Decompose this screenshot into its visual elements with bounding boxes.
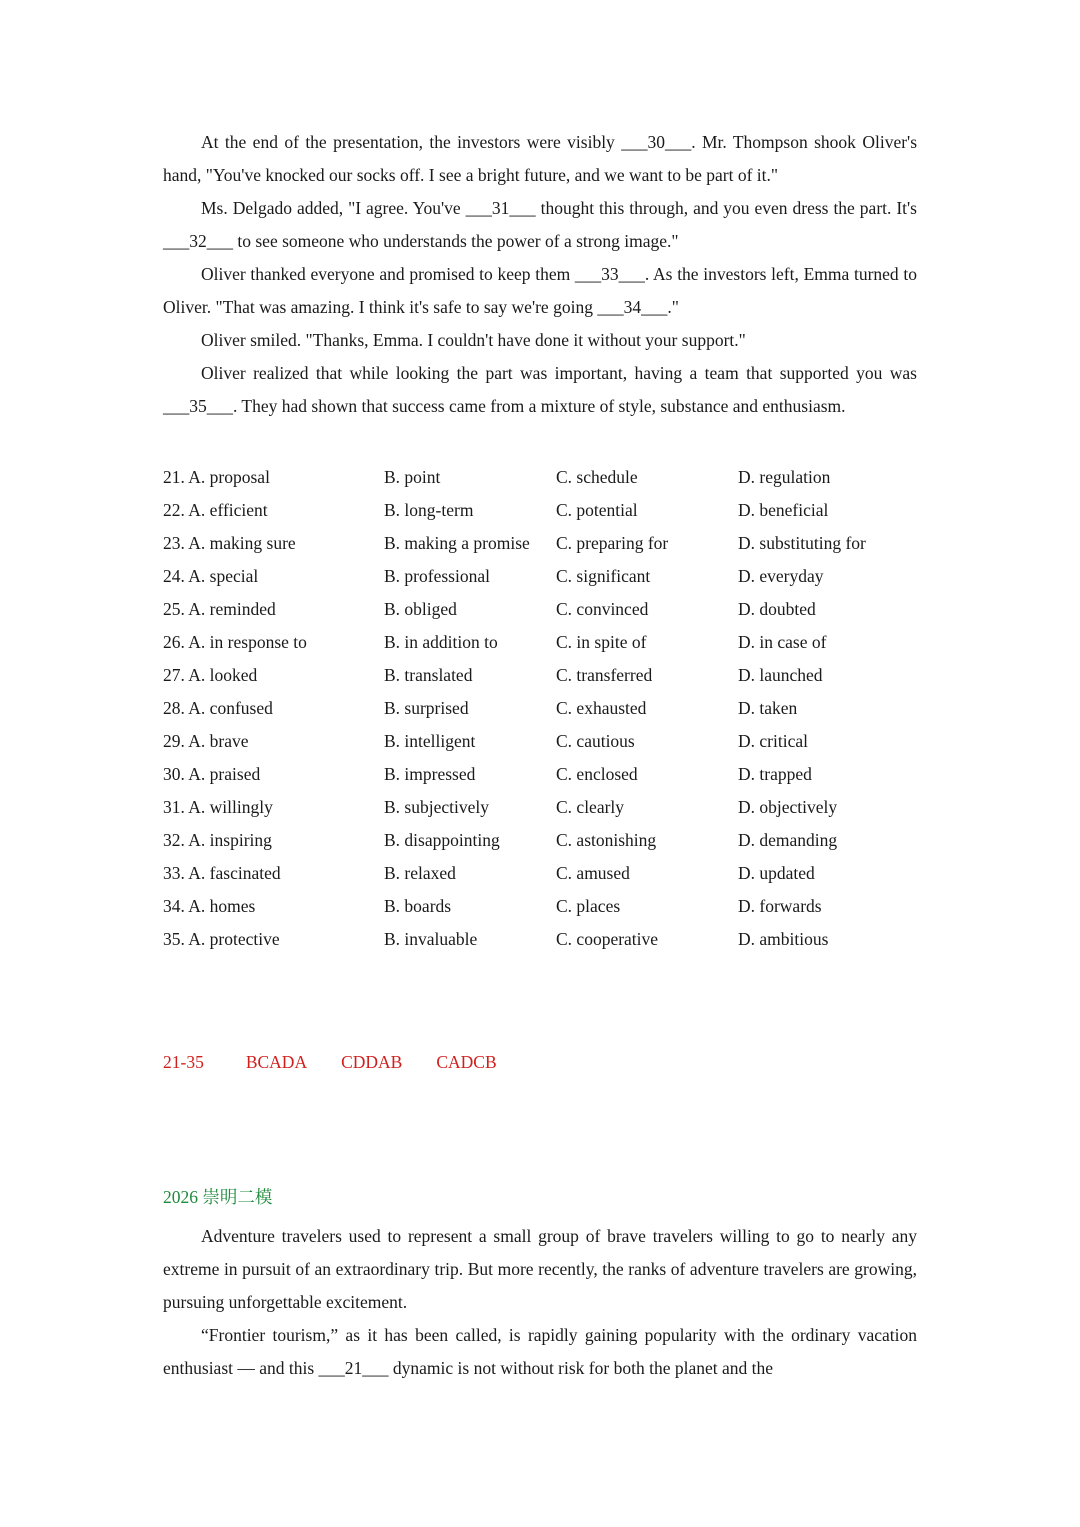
option-c: C. potential: [556, 500, 638, 520]
option-row: [163, 824, 917, 857]
option-b: B. point: [384, 467, 441, 487]
option-row: [163, 791, 917, 824]
option-c: C. convinced: [556, 599, 649, 619]
option-b: B. obliged: [384, 599, 457, 619]
option-b: B. professional: [384, 566, 490, 586]
option-c: C. places: [556, 896, 621, 916]
option-c: C. significant: [556, 566, 651, 586]
option-d: D. forwards: [738, 896, 822, 916]
option-row: [163, 527, 917, 560]
option-c: C. amused: [556, 863, 630, 883]
option-d: D. beneficial: [738, 500, 829, 520]
option-d: D. critical: [738, 731, 808, 751]
source-title: 2026 崇明二模: [163, 1187, 273, 1207]
passage-1: [163, 126, 917, 956]
option-c: C. transferred: [556, 665, 653, 685]
option-row: [163, 659, 917, 692]
option-d: D. objectively: [738, 797, 838, 817]
option-row: [163, 692, 917, 725]
option-c: C. in spite of: [556, 632, 647, 652]
option-d: D. ambitious: [738, 929, 829, 949]
option-a: 25. A. reminded: [163, 599, 276, 619]
option-a: 30. A. praised: [163, 764, 261, 784]
option-c: C. exhausted: [556, 698, 647, 718]
option-a: 26. A. in response to: [163, 632, 307, 652]
option-c: C. astonishing: [556, 830, 657, 850]
option-b: B. impressed: [384, 764, 476, 784]
option-c: C. cooperative: [556, 929, 659, 949]
option-a: 29. A. brave: [163, 731, 249, 751]
option-a: 33. A. fascinated: [163, 863, 281, 883]
option-a: 27. A. looked: [163, 665, 258, 685]
option-c: C. schedule: [556, 467, 638, 487]
paragraph: “Frontier tourism,” as it has been called, is rapidly gaining popularity with the ordinary vacation enthusiast — and this ___21___ dynamic is not without risk for both the planet and the: [163, 1325, 917, 1378]
options-list: [163, 461, 917, 956]
answer-key: [163, 1046, 531, 1079]
answer-group: CDDAB: [341, 1052, 403, 1072]
paragraph: Oliver smiled. "Thanks, Emma. I couldn't have done it without your support.": [201, 330, 746, 350]
passage-2: [163, 1181, 917, 1385]
option-d: D. taken: [738, 698, 798, 718]
option-a: 22. A. efficient: [163, 500, 268, 520]
option-a: 24. A. special: [163, 566, 259, 586]
option-row: [163, 857, 917, 890]
option-row: [163, 593, 917, 626]
option-a: 35. A. protective: [163, 929, 280, 949]
option-c: C. cautious: [556, 731, 635, 751]
option-row: [163, 494, 917, 527]
option-d: D. substituting for: [738, 533, 866, 553]
option-a: 34. A. homes: [163, 896, 256, 916]
option-d: D. trapped: [738, 764, 812, 784]
option-b: B. boards: [384, 896, 452, 916]
option-b: B. subjectively: [384, 797, 489, 817]
option-b: B. intelligent: [384, 731, 476, 751]
paragraph: Adventure travelers used to represent a small group of brave travelers willing to go to nearly any extreme in pursuit of an extraordinary trip. But more recently, the ranks of adventure travelers are growing, pursuing unforgettable excitement.: [163, 1226, 917, 1312]
option-row: [163, 626, 917, 659]
option-b: B. invaluable: [384, 929, 478, 949]
option-row: [163, 923, 917, 956]
answer-group: BCADA: [245, 1052, 308, 1072]
option-d: D. in case of: [738, 632, 827, 652]
option-a: 32. A. inspiring: [163, 830, 272, 850]
option-row: [163, 758, 917, 791]
option-row: [163, 461, 917, 494]
option-c: C. preparing for: [556, 533, 669, 553]
option-a: 31. A. willingly: [163, 797, 273, 817]
option-d: D. regulation: [738, 467, 831, 487]
option-b: B. in addition to: [384, 632, 498, 652]
option-a: 23. A. making sure: [163, 533, 296, 553]
option-a: 21. A. proposal: [163, 467, 270, 487]
option-b: B. surprised: [384, 698, 469, 718]
answer-group: CADCB: [436, 1052, 497, 1072]
option-d: D. launched: [738, 665, 823, 685]
paragraph: Ms. Delgado added, "I agree. You've ___31___ thought this through, and you even dress the part. It's ___32___ to see someone who understands the power of a strong image.": [163, 198, 917, 251]
answer-range: 21-35: [163, 1052, 204, 1072]
option-b: B. relaxed: [384, 863, 456, 883]
option-d: D. updated: [738, 863, 815, 883]
paragraph: At the end of the presentation, the investors were visibly ___30___. Mr. Thompson shook Oliver's hand, "You've knocked our socks off. I see a bright future, and we want to be part of it.": [163, 132, 917, 185]
option-row: [163, 560, 917, 593]
option-c: C. enclosed: [556, 764, 638, 784]
option-c: C. clearly: [556, 797, 625, 817]
option-a: 28. A. confused: [163, 698, 273, 718]
option-row: [163, 725, 917, 758]
option-b: B. long-term: [384, 500, 474, 520]
paragraph: Oliver thanked everyone and promised to keep them ___33___. As the investors left, Emma turned to Oliver. "That was amazing. I think it's safe to say we're going ___34___.": [163, 264, 917, 317]
option-d: D. doubted: [738, 599, 816, 619]
option-b: B. translated: [384, 665, 473, 685]
option-row: [163, 890, 917, 923]
option-b: B. making a promise: [384, 533, 530, 553]
option-d: D. demanding: [738, 830, 838, 850]
option-d: D. everyday: [738, 566, 824, 586]
paragraph: Oliver realized that while looking the part was important, having a team that supported you was ___35___. They had shown that success came from a mixture of style, substance and enthusiasm.: [163, 363, 917, 416]
option-b: B. disappointing: [384, 830, 500, 850]
